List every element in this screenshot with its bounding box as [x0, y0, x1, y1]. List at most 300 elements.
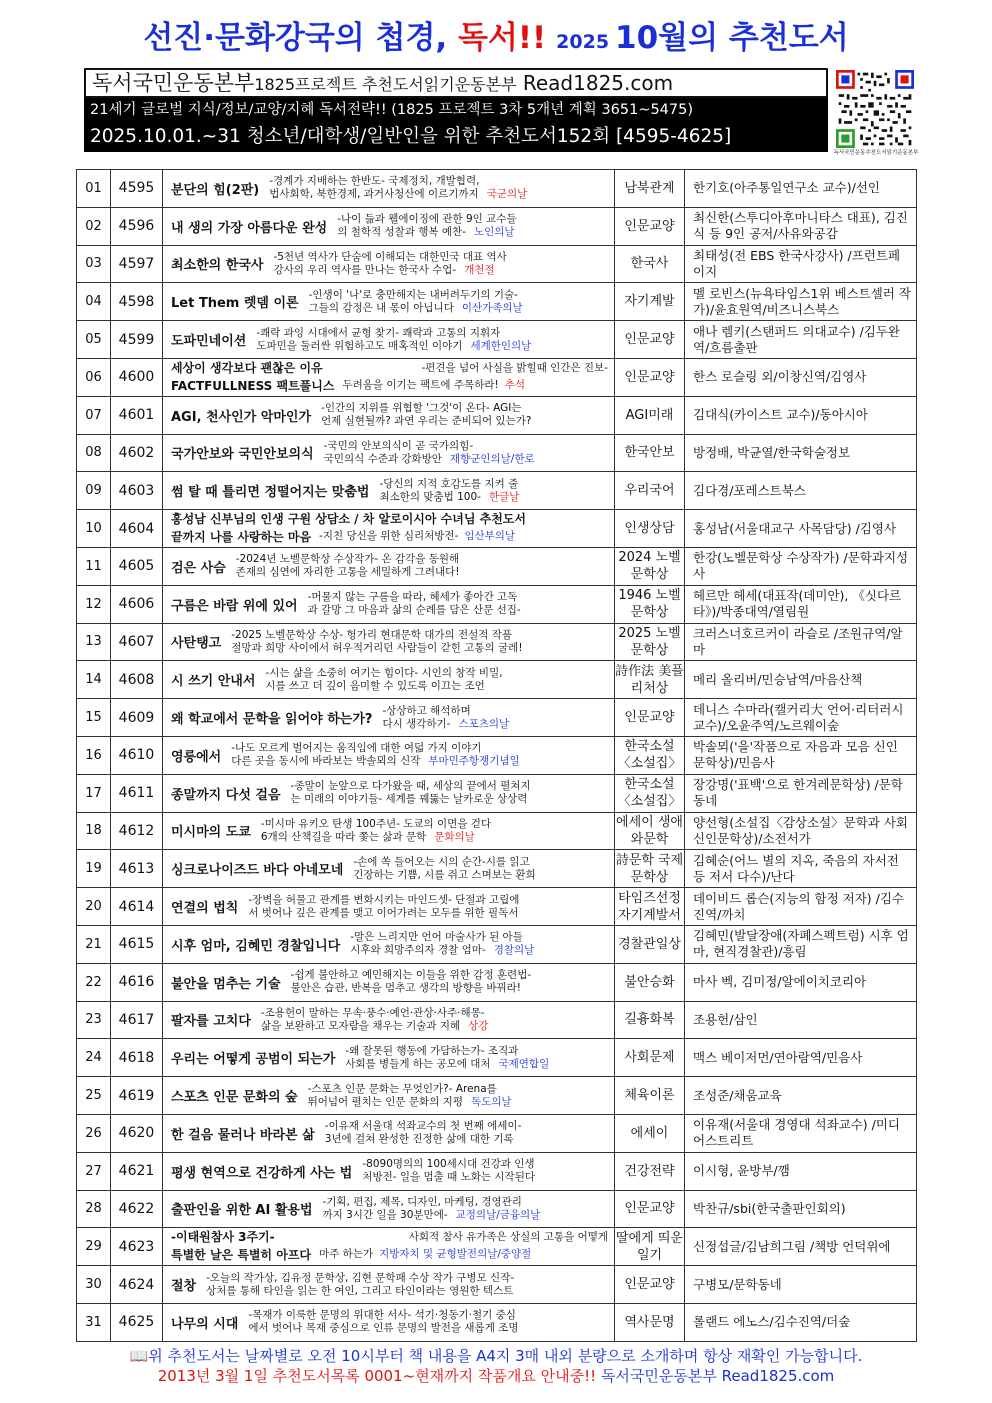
book-desc-line2-wrap [325, 1133, 522, 1146]
book-desc [324, 440, 535, 466]
book-category: 인문교양 [615, 358, 685, 396]
book-info-row [171, 818, 610, 844]
row-number: 06 [77, 358, 111, 396]
table-row [77, 1077, 917, 1115]
book-desc-line2-wrap [309, 302, 523, 315]
table-row [77, 963, 917, 1001]
book-category: 자기계발 [615, 283, 685, 321]
book-desc-line2: 다시 생각하기- [382, 717, 451, 730]
book-desc-line2-wrap [379, 491, 519, 504]
table-row [77, 888, 917, 926]
book-code: 4607 [111, 623, 163, 661]
book-desc [291, 969, 532, 995]
commemoration-badge: 개천절 [464, 263, 495, 276]
book-table [76, 169, 917, 1342]
book-subtitle-line [171, 375, 610, 394]
table-row [77, 623, 917, 661]
book-category: 체육이론 [615, 1077, 685, 1115]
book-desc-line2: 시후와 희망주의자 경찰 엄마- [350, 944, 486, 957]
table-row [77, 510, 917, 548]
row-number: 07 [77, 396, 111, 434]
book-author-publisher: 크러스너호르커이 라슬로 /조원규역/알마 [685, 623, 917, 661]
book-desc-line1: -스포츠 인문 문화는 무엇인가?- Arena를 [307, 1082, 497, 1095]
book-code: 4617 [111, 1001, 163, 1039]
row-number: 31 [77, 1303, 111, 1341]
header-strategy-line: 21세기 글로벌 지식/정보/교양/지혜 독서전략!! (1825 프로젝트 3차 5개년 계획 3651~5475) [84, 98, 828, 122]
book-title[interactable]: 내 생의 가장 아름다운 완성 [171, 220, 328, 236]
book-category: 사회문제 [615, 1039, 685, 1077]
book-desc [236, 553, 460, 579]
book-title[interactable]: 출판인을 위한 AI 활용법 [171, 1203, 313, 1219]
table-row [77, 1303, 917, 1341]
book-title[interactable]: 세상이 생각보다 괜찮은 이유 [171, 360, 323, 375]
qr-code-icon[interactable] [836, 70, 914, 148]
book-desc [248, 1309, 518, 1335]
book-info-row [171, 1120, 610, 1146]
commemoration-badge: 스포츠의날 [458, 717, 510, 730]
book-desc-line1: -경계가 지배하는 한반도- 국제정치, 개발협력, [269, 175, 480, 188]
book-desc [291, 780, 531, 806]
book-desc [231, 629, 522, 655]
commemoration-badge: 경찰의날 [493, 944, 535, 957]
book-info-cell [163, 1039, 615, 1077]
book-desc-line1: -인생이 '나'로 충만해지는 내버려두기의 기술- [308, 288, 518, 301]
book-author-publisher: 김혜순(어느 별의 지옥, 죽음의 자서전 등 저서 다수)/난다 [685, 850, 917, 888]
book-desc-line1: -목재가 이룩한 문명의 위대한 서사- 석기·청동기·철기 중심 [248, 1309, 516, 1322]
book-info-row [171, 1007, 610, 1033]
book-info-cell [163, 358, 615, 396]
book-title[interactable]: 분단의 힘(2판) [171, 182, 260, 198]
book-title[interactable]: 불안을 멈추는 기술 [171, 976, 281, 992]
book-desc-line2-wrap [231, 642, 522, 655]
book-desc-line2: 그들의 감정은 내 몫이 아닙니다 [308, 301, 454, 314]
book-info-row [171, 1045, 610, 1071]
book-title[interactable]: -이태원참사 3주기- [171, 1230, 275, 1245]
book-title[interactable]: 홍성남 신부님의 인생 구원 상담소 / 차 알로이시아 수녀님 추천도서 [171, 512, 526, 527]
book-desc-line2: 사회를 병들게 하는 공모에 대처 [345, 1057, 491, 1070]
book-desc-line1: -오늘의 작가상, 김유정 문학상, 김현 문학패 수상 작가 구병모 신작- [206, 1271, 515, 1284]
book-author-publisher: 멜 로빈스(뉴욕타임스1위 베스트셀러 작가)/윤효원역/비즈니스북스 [685, 283, 917, 321]
book-title[interactable]: 시 쓰기 안내서 [171, 674, 256, 690]
book-desc [256, 327, 531, 353]
book-desc-line2: 는 미래의 이야기들- 세계를 꿰뚫는 날카로운 상상력 [290, 793, 528, 806]
book-category: 인문교양 [615, 1266, 685, 1304]
title-part3: 10월의 추천도서 [615, 20, 849, 56]
book-title[interactable]: 검은 사슴 [171, 560, 226, 576]
book-title[interactable]: 팔자를 고치다 [171, 1014, 251, 1030]
book-info-cell [163, 207, 615, 245]
book-category: 에세이 [615, 1114, 685, 1152]
book-title[interactable]: 영릉에서 [171, 749, 222, 765]
book-title[interactable]: 한 걸음 물러나 바라본 삶 [171, 1127, 315, 1143]
table-row [77, 207, 917, 245]
book-author-publisher: 조용헌/삼인 [685, 1001, 917, 1039]
book-desc-line1: -머물지 않는 구름을 따라, 헤세가 좋아간 고독 [307, 591, 518, 604]
book-code: 4621 [111, 1152, 163, 1190]
book-title[interactable]: 썸 탈 때 틀리면 정떨어지는 맞춤법 [171, 485, 370, 501]
book-author-publisher: 최태성(전 EBS 한국사강사) /프런트페이지 [685, 245, 917, 283]
book-author-publisher: 이시형, 윤방부/깸 [685, 1152, 917, 1190]
book-info-row [171, 591, 610, 617]
book-desc [273, 251, 506, 277]
book-title-line2[interactable]: FACTFULLNESS 팩트풀니스 [171, 378, 335, 393]
book-desc-line2: 국민의식 수준과 강화방안 [323, 452, 442, 465]
book-info-cell [163, 1190, 615, 1228]
book-desc-line1: -이유재 서울대 석좌교수의 첫 번째 에세이- [324, 1120, 522, 1133]
row-number: 29 [77, 1228, 111, 1266]
book-category: 한국안보 [615, 434, 685, 472]
book-code: 4606 [111, 585, 163, 623]
book-info-cell [163, 396, 615, 434]
book-category: 한국소설 〈소설집〉 [615, 774, 685, 812]
book-info-cell [163, 1266, 615, 1304]
row-number: 11 [77, 547, 111, 585]
book-desc-line2: 언제 실현될까? 과연 우리는 준비되어 있는가? [321, 415, 532, 428]
book-title[interactable]: 절창 [171, 1279, 197, 1294]
book-title[interactable]: 평생 현역으로 건강하게 사는 법 [171, 1165, 353, 1181]
book-title[interactable]: 미시마의 도쿄 [171, 825, 251, 841]
table-row [77, 699, 917, 737]
book-desc-line2: 존재의 심연에 자리한 고통을 세밀하게 그려내다! [235, 566, 460, 579]
book-info-row [171, 327, 610, 353]
book-info-row [171, 213, 610, 239]
book-title-line2[interactable]: 끝까지 나를 사랑하는 마음 [171, 530, 312, 545]
book-desc-line2-wrap [291, 982, 532, 995]
book-desc [379, 478, 519, 504]
book-info-row [171, 402, 610, 428]
book-desc-line1: -미시마 유키오 탄생 100주년- 도쿄의 이면을 걷다 [260, 817, 492, 830]
book-code: 4625 [111, 1303, 163, 1341]
book-desc-line2-wrap [269, 188, 527, 201]
book-category: 불안승화 [615, 963, 685, 1001]
book-desc-line1: -편견을 넘어 사실을 밝힐때 인간은 진보- [421, 361, 608, 374]
book-code: 4605 [111, 547, 163, 585]
book-desc-line2-wrap [345, 1058, 549, 1071]
book-author-publisher: 박찬규/sbi(한국출판인회의) [685, 1190, 917, 1228]
book-title[interactable]: Let Them 렛뎀 이론 [171, 296, 299, 312]
book-info-cell [163, 1001, 615, 1039]
book-category: AGI미래 [615, 396, 685, 434]
book-author-publisher: 홍성남(서울대교구 사목담당) /김영사 [685, 510, 917, 548]
book-title[interactable]: 나무의 시대 [171, 1316, 239, 1332]
book-title[interactable]: 구름은 바람 위에 있어 [171, 598, 298, 614]
book-info-cell [163, 170, 615, 208]
book-code: 4623 [111, 1228, 163, 1266]
table-row [77, 1001, 917, 1039]
footer-archive-text: 2013년 3월 1일 추천도서목록 0001~현재까지 작품개요 안내중!! [157, 1367, 597, 1385]
book-desc [231, 742, 519, 768]
book-info-row [171, 478, 610, 504]
book-info-cell [163, 321, 615, 359]
book-category: 에세이 생애와문학 [615, 812, 685, 850]
book-desc [345, 1045, 549, 1071]
book-code: 4604 [111, 510, 163, 548]
row-number: 10 [77, 510, 111, 548]
book-title[interactable]: 국가안보와 국민안보의식 [171, 447, 314, 463]
book-author-publisher: 메리 올리버/민승남역/마음산책 [685, 661, 917, 699]
book-code: 4619 [111, 1077, 163, 1115]
book-desc-line2: 뛰어넘어 펼치는 인문 문화의 지평 [307, 1095, 463, 1108]
book-desc-line2: 삶을 보완하고 모자람을 채우는 기술과 지혜 [260, 1019, 461, 1032]
row-number: 28 [77, 1190, 111, 1228]
commemoration-badge: 독도의날 [470, 1095, 512, 1108]
row-number: 17 [77, 774, 111, 812]
book-author-publisher: 한강(노벨문학상 수상작가) /문학과지성사 [685, 547, 917, 585]
book-info-row [171, 175, 610, 201]
book-code: 4622 [111, 1190, 163, 1228]
book-desc [206, 1272, 514, 1298]
row-number: 14 [77, 661, 111, 699]
book-title[interactable]: 최소한의 한국사 [171, 258, 264, 274]
book-desc-line2: 절망과 희망 사이에서 허우적거리던 사람들이 갇힌 고통의 굴레! [231, 641, 523, 654]
book-code: 4599 [111, 321, 163, 359]
book-desc-line1: -8090명의의 100세시대 건강과 인생 [362, 1158, 535, 1171]
book-author-publisher: 데니스 수마라(캘커리大 언어·리터러시 교수)/오윤주역/노르웨이숲 [685, 699, 917, 737]
book-desc-line1: -왜 잘못된 행동에 가담하는가- 조직과 [345, 1044, 519, 1057]
row-number: 04 [77, 283, 111, 321]
book-desc-line1: -5천년 역사가 단숨에 이해되는 대한민국 대표 역사 [273, 250, 507, 263]
table-row [77, 245, 917, 283]
book-category: 한국사 [615, 245, 685, 283]
book-desc-line2-wrap [261, 831, 491, 844]
book-desc-line2: 긴장하는 기쁨, 시를 쥐고 스며보는 환희 [353, 868, 536, 881]
book-desc-line1: -장벽을 허물고 관계를 변화시키는 마인드셋- 단절과 고립에 [248, 893, 520, 906]
book-info-row [171, 705, 610, 731]
table-row [77, 396, 917, 434]
book-info-cell [163, 812, 615, 850]
commemoration-badge: 한글날 [488, 490, 520, 503]
book-desc-line2: 최소한의 맞춤법 100- [379, 490, 481, 503]
book-category: 2025 노벨문학상 [615, 623, 685, 661]
book-info-row [171, 742, 610, 768]
book-info-cell [163, 585, 615, 623]
book-desc-line2-wrap [273, 264, 506, 277]
book-desc [309, 289, 523, 315]
row-number: 02 [77, 207, 111, 245]
book-info-row [171, 289, 610, 315]
row-number: 12 [77, 585, 111, 623]
row-number: 13 [77, 623, 111, 661]
book-author-publisher: 신정섭글/김남희그림 /책방 언덕위에 [685, 1228, 917, 1266]
book-author-publisher: 양선형(소설집〈감상소설〉문학과 사회 신인문학상)/소전서가 [685, 812, 917, 850]
book-author-publisher: 김다경/포레스트북스 [685, 472, 917, 510]
table-row [77, 547, 917, 585]
row-number: 21 [77, 925, 111, 963]
book-author-publisher: 김대식(카이스트 교수)/동아시아 [685, 396, 917, 434]
book-info-cell [163, 623, 615, 661]
book-desc-line2-wrap [321, 415, 531, 428]
book-category: 2024 노벨문학상 [615, 547, 685, 585]
book-code: 4624 [111, 1266, 163, 1304]
book-author-publisher: 데이비드 롭슨(지능의 함정 저자) /김수진역/까치 [685, 888, 917, 926]
book-desc-line2-wrap [236, 566, 460, 579]
book-code: 4602 [111, 434, 163, 472]
book-info-row [171, 667, 610, 693]
qr-caption: 독서국민운동추천도서읽기운동본부 [833, 150, 919, 156]
row-number: 19 [77, 850, 111, 888]
book-info-cell [163, 510, 615, 548]
book-code: 4614 [111, 888, 163, 926]
book-category: 남북관계 [615, 170, 685, 208]
book-info-cell [163, 963, 615, 1001]
header-date-line: 2025.10.01.~31 청소년/대학생/일반인을 위한 추천도서152회 [4595-4625] [84, 122, 828, 152]
book-title[interactable]: AGI, 천사인가 악마인가 [171, 409, 312, 425]
row-number: 20 [77, 888, 111, 926]
book-info-cell [163, 1228, 615, 1266]
book-title[interactable]: 종말까지 다섯 걸음 [171, 787, 281, 803]
book-code: 4612 [111, 812, 163, 850]
book-desc [248, 894, 519, 920]
table-row [77, 283, 917, 321]
book-code: 4616 [111, 963, 163, 1001]
row-number: 18 [77, 812, 111, 850]
book-desc-line2: 시를 쓰고 더 깊이 음미할 수 있도록 이끄는 조언 [265, 679, 485, 692]
table-row [77, 661, 917, 699]
book-desc-line2: 3년에 걸쳐 완성한 진정한 삶에 대한 기록 [324, 1133, 514, 1146]
book-code: 4601 [111, 396, 163, 434]
book-title[interactable]: 연결의 법칙 [171, 901, 239, 917]
book-info-cell [163, 245, 615, 283]
book-desc-line2-wrap [324, 453, 535, 466]
book-desc-line1: -조용헌이 말하는 무속·풍수·예언·관상·사주·해몽- [260, 1006, 485, 1019]
book-code: 4608 [111, 661, 163, 699]
commemoration-badge: 부마민주항쟁기념일 [428, 755, 520, 768]
site-link[interactable]: Read1825.com [522, 71, 674, 95]
book-info-cell [163, 434, 615, 472]
book-info-cell [163, 1114, 615, 1152]
book-author-publisher: 조성준/채움교육 [685, 1077, 917, 1115]
book-code: 4603 [111, 472, 163, 510]
book-info-row [171, 1158, 610, 1184]
book-info-row [171, 251, 610, 277]
commemoration-badge: 지방자치 및 균형발전의날/중양절 [379, 1248, 532, 1261]
book-category: 건강전략 [615, 1152, 685, 1190]
book-info-row [171, 931, 610, 957]
book-title[interactable]: 도파민네이션 [171, 334, 247, 350]
book-author-publisher: 헤르만 헤세(대표작(데미안), 《싯다르타》)/박종대역/열림원 [685, 585, 917, 623]
book-author-publisher: 박솔뫼('을'작품으로 자음과 모음 신인 문학상)/민음사 [685, 736, 917, 774]
book-subtitle-line [171, 526, 610, 545]
row-number: 16 [77, 736, 111, 774]
commemoration-badge: 문화의날 [434, 830, 475, 843]
book-info-row [171, 856, 610, 882]
book-info-row [171, 553, 610, 579]
book-info-cell [163, 774, 615, 812]
book-category: 인문교양 [615, 699, 685, 737]
book-category: 딸에게 띄운일기 [615, 1228, 685, 1266]
book-desc [269, 175, 527, 201]
footer-site-link[interactable]: 독서국민운동본부 Read1825.com [600, 1367, 835, 1385]
book-title[interactable]: 스포츠 인문 문화의 숲 [171, 1090, 298, 1106]
table-row [77, 321, 917, 359]
row-number: 15 [77, 699, 111, 737]
book-author-publisher: 맥스 베이저먼/연아람역/민음사 [685, 1039, 917, 1077]
book-info-cell [163, 661, 615, 699]
title-year: 2025 [556, 31, 610, 53]
book-desc [353, 856, 535, 882]
book-info-row [171, 1272, 610, 1298]
book-category: 詩문학 국제문학상 [615, 850, 685, 888]
book-desc-line1: -국민의 안보의식이 곧 국가의힘- [323, 439, 474, 452]
book-desc-line2: 서 벗어나 깊은 관계를 맺고 이어가려는 모두를 위한 필독서 [248, 906, 519, 919]
book-title-line2[interactable]: 특별한 날은 특별히 아프다 [171, 1248, 312, 1263]
book-category: 詩作法 美플리처상 [615, 661, 685, 699]
row-number: 01 [77, 170, 111, 208]
commemoration-badge: 국제연합일 [498, 1057, 550, 1070]
book-desc-line2: 법사회학, 북한경제, 과거사청산에 이르기까지 [269, 188, 479, 201]
book-desc-line2: 에서 벗어나 목재 중심으로 인류 문명의 발전을 새롭게 조명 [248, 1322, 519, 1335]
book-category: 인생상담 [615, 510, 685, 548]
book-info-cell [163, 888, 615, 926]
commemoration-badge: 국군의날 [486, 188, 528, 201]
book-category: 타임즈선정 자기계발서 [615, 888, 685, 926]
row-number: 30 [77, 1266, 111, 1304]
book-code: 4597 [111, 245, 163, 283]
table-row [77, 1114, 917, 1152]
book-desc-line2-wrap [291, 793, 531, 806]
book-desc-line2: 다른 곳을 동시에 바라보는 박솔뫼의 신작 [231, 755, 421, 768]
book-desc-line2: 불안은 습관, 반복을 멈추고 생각의 방향을 바꿔라! [290, 982, 521, 995]
book-desc-line2-wrap [231, 755, 519, 768]
book-author-publisher: 마사 벡, 김미정/알에이치코리아 [685, 963, 917, 1001]
book-desc-line1: -당신의 지적 호감도를 지켜 줄 [379, 477, 519, 490]
book-desc [382, 705, 509, 731]
book-desc-line2-wrap [265, 680, 502, 693]
book-info-row [171, 969, 610, 995]
book-code: 4609 [111, 699, 163, 737]
table-row [77, 472, 917, 510]
book-author-publisher: 장강명('표백'으로 한겨레문학상) /문학동네 [685, 774, 917, 812]
book-desc-line2: 6개의 산책길을 따라 쫓는 삶과 문학 [260, 830, 427, 843]
book-desc-line2-wrap [206, 1285, 514, 1298]
book-code: 4615 [111, 925, 163, 963]
book-desc-line2-wrap [353, 869, 535, 882]
book-title[interactable]: 시후 엄마, 김혜민 경찰입니다 [171, 938, 341, 954]
book-info-row [171, 629, 610, 655]
book-info-cell [163, 547, 615, 585]
book-desc [308, 1083, 512, 1109]
commemoration-badge: 이산가족의날 [461, 301, 523, 314]
title-highlight: 독서!! [457, 20, 547, 56]
book-desc [265, 667, 502, 693]
book-author-publisher: 애나 렘키(스탠퍼드 의대교수) /김두완역/흐름출판 [685, 321, 917, 359]
book-title[interactable]: 사탄탱고 [171, 636, 222, 652]
book-title[interactable]: 우리는 어떻게 공범이 되는가 [171, 1052, 336, 1068]
book-desc-line1: -2025 노벨문학상 수상- 헝가리 현대문학 대가의 전설적 작품 [231, 628, 513, 641]
book-category: 1946 노벨문학상 [615, 585, 685, 623]
book-desc-line2: 처방전- 일을 멈출 때 노화는 시작된다 [362, 1171, 535, 1184]
book-desc-line2: 상처를 통해 타인을 읽는 한 여인, 그리고 타인이라는 영원한 텍스트 [206, 1284, 514, 1297]
book-desc [362, 1158, 535, 1184]
book-info-cell [163, 1152, 615, 1190]
book-code: 4620 [111, 1114, 163, 1152]
book-category: 인문교양 [615, 321, 685, 359]
org-name: 독서국민운동본부 [92, 71, 255, 95]
book-title[interactable]: 왜 학교에서 문학을 읽어야 하는가? [171, 712, 373, 728]
book-category: 인문교양 [615, 207, 685, 245]
row-number: 22 [77, 963, 111, 1001]
book-title[interactable]: 싱크로나이즈드 바다 아네모네 [171, 863, 344, 879]
row-number: 03 [77, 245, 111, 283]
project-name: 1825프로젝트 추천도서읽기운동본부 [254, 75, 517, 94]
book-desc-line2-wrap [382, 718, 509, 731]
row-number: 24 [77, 1039, 111, 1077]
page-title [0, 16, 992, 60]
book-desc-line1: -상상하고 해석하며 [382, 704, 471, 717]
book-info-cell [163, 1077, 615, 1115]
row-number: 25 [77, 1077, 111, 1115]
row-number: 23 [77, 1001, 111, 1039]
